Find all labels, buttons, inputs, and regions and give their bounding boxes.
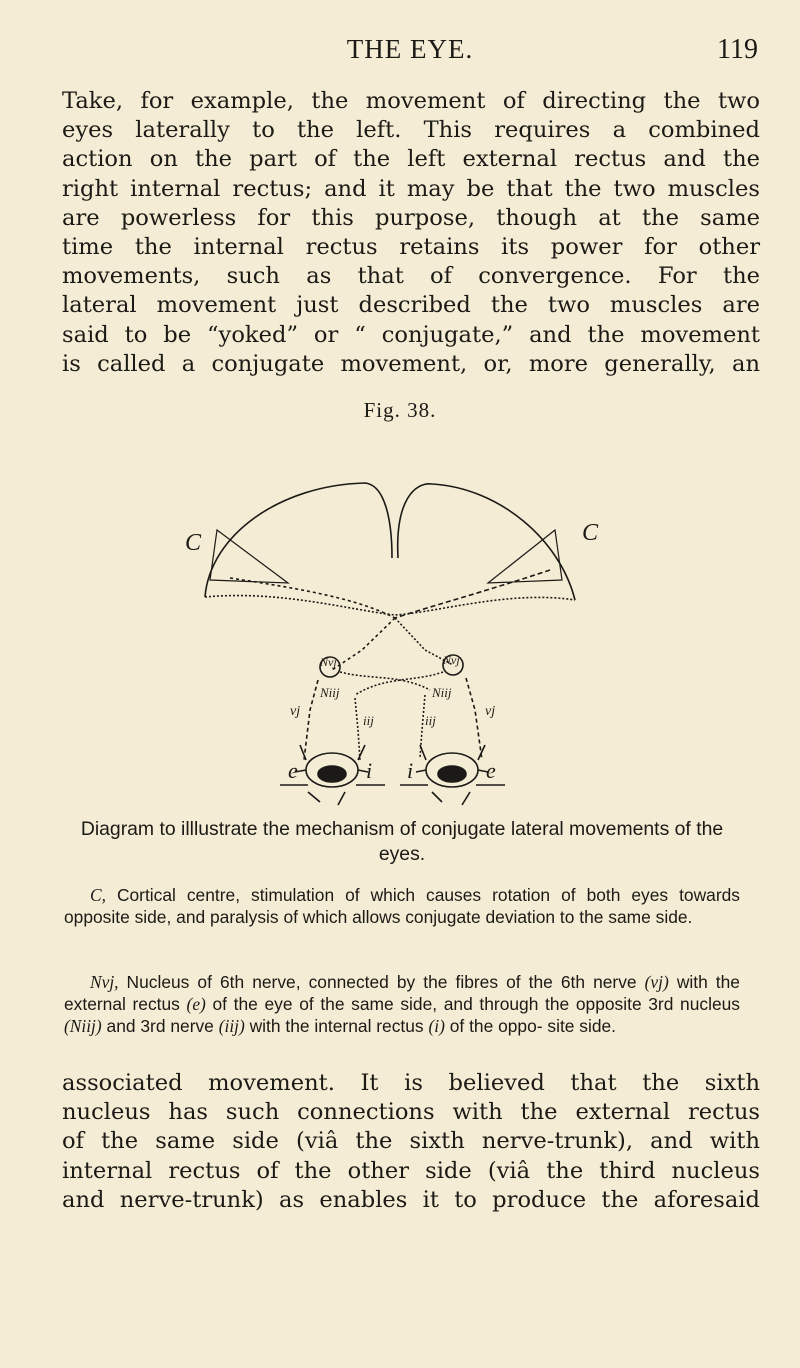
running-head bbox=[62, 34, 758, 74]
label-e-right: e bbox=[486, 758, 496, 783]
label-nvj-left: Nvj bbox=[320, 655, 337, 669]
right-eye-pupil bbox=[438, 766, 466, 782]
right-nucleus-link bbox=[355, 672, 443, 695]
label-c-right: C bbox=[582, 520, 599, 546]
paragraph-2 bbox=[62, 1069, 760, 1215]
text-line: associated movement. It is believed that the sixth bbox=[62, 1070, 760, 1096]
right-eye-internal-rectus bbox=[416, 745, 426, 772]
left-cortical-path bbox=[230, 578, 395, 618]
label-nvj-right: Nvj bbox=[443, 653, 460, 667]
right-hemisphere-outline bbox=[398, 484, 575, 600]
left-cortical-centre bbox=[210, 530, 288, 583]
legend-term-iij: (iij) bbox=[218, 1016, 245, 1036]
legend-text: and 3rd nerve bbox=[106, 1016, 214, 1036]
legend-sixth-nucleus bbox=[64, 971, 740, 1037]
text-line: right internal rectus; and it may be that the two muscles bbox=[62, 175, 760, 202]
legend-text: of the oppo- site side. bbox=[449, 1016, 617, 1036]
left-arrows bbox=[308, 792, 345, 805]
text-line: internal rectus of the other side (viâ the third nucleus bbox=[62, 1157, 760, 1184]
legend-term-nvj: Nvj, bbox=[90, 972, 119, 992]
legend-term-i: (i) bbox=[428, 1016, 445, 1036]
text-line: and nerve-trunk) as enables it to produce the aforesaid bbox=[62, 1186, 760, 1213]
label-niij-left: Niij bbox=[320, 685, 340, 700]
page-number: 119 bbox=[717, 34, 758, 65]
left-sixth-nerve bbox=[304, 680, 318, 760]
figure-label: Fig. 38. bbox=[363, 398, 437, 422]
conjugate-movement-diagram bbox=[170, 440, 610, 810]
legend-text: of the eye of the same side, and through the opposite 3rd nucleus bbox=[212, 994, 740, 1014]
running-title: THE EYE. bbox=[346, 34, 474, 64]
right-cortical-path bbox=[395, 570, 550, 618]
label-niij-right: Niij bbox=[432, 685, 452, 700]
paragraph-1 bbox=[62, 87, 760, 379]
label-i-right: i bbox=[407, 758, 414, 783]
text-line: is called a conjugate movement, or, more generally, an bbox=[62, 350, 760, 377]
text-line: movements, such as that of convergence. For the bbox=[62, 263, 760, 290]
right-cortical-centre bbox=[488, 530, 562, 583]
right-sixth-nerve bbox=[466, 678, 482, 760]
label-iij-right: iij bbox=[425, 713, 436, 728]
label-c-left: C bbox=[185, 530, 202, 556]
legend-cortical-centre bbox=[64, 884, 740, 928]
text-line: nucleus has such connections with the external rectus bbox=[62, 1099, 760, 1126]
figure-caption: Diagram to illlustrate the mechanism of conjugate lateral movements of the eyes. bbox=[80, 818, 724, 865]
text-line: said to be “yoked” or “ conjugate,” and the movement bbox=[62, 321, 760, 348]
text-line: time the internal rectus retains its power for other bbox=[62, 234, 760, 261]
text-line: of the same side (viâ the sixth nerve-trunk), and with bbox=[62, 1128, 760, 1155]
hemisphere-base bbox=[205, 596, 575, 615]
legend-text: Nucleus of 6th nerve, connected by the fibres of the 6th nerve bbox=[126, 972, 637, 992]
text-line: eyes laterally to the left. This requires a combined bbox=[62, 117, 760, 144]
text-line: are powerless for this purpose, though at the same bbox=[62, 204, 760, 231]
left-crossing-fibre bbox=[332, 618, 395, 670]
label-vj-right: vj bbox=[485, 704, 496, 719]
label-iij-left: iij bbox=[363, 713, 374, 728]
legend-text-c: Cortical centre, stimulation of which causes rotation of both eyes towards opposite side, and paralysis of which allows conjugate deviation to the same side. bbox=[64, 885, 740, 927]
label-vj-left: vj bbox=[290, 704, 301, 719]
legend-text: with the internal rectus bbox=[249, 1016, 424, 1036]
legend-term-e: (e) bbox=[186, 994, 206, 1014]
legend-text: with the external rectus bbox=[64, 972, 740, 1014]
left-nucleus-link bbox=[340, 672, 430, 690]
legend-term-niij: (Niij) bbox=[64, 1016, 102, 1036]
text-line: Take, for example, the movement of directing the two bbox=[62, 88, 760, 114]
label-e-left: e bbox=[288, 758, 298, 783]
left-hemisphere-outline bbox=[205, 483, 392, 597]
legend-term-c: C, bbox=[90, 885, 106, 905]
label-i-left: i bbox=[366, 758, 373, 783]
text-line: action on the part of the left external rectus and the bbox=[62, 146, 760, 173]
left-eye-pupil bbox=[318, 766, 346, 782]
legend-term-vj: (vj) bbox=[644, 972, 669, 992]
text-line: lateral movement just described the two muscles are bbox=[62, 292, 760, 319]
right-arrows bbox=[432, 792, 470, 805]
left-third-nerve bbox=[355, 698, 360, 760]
